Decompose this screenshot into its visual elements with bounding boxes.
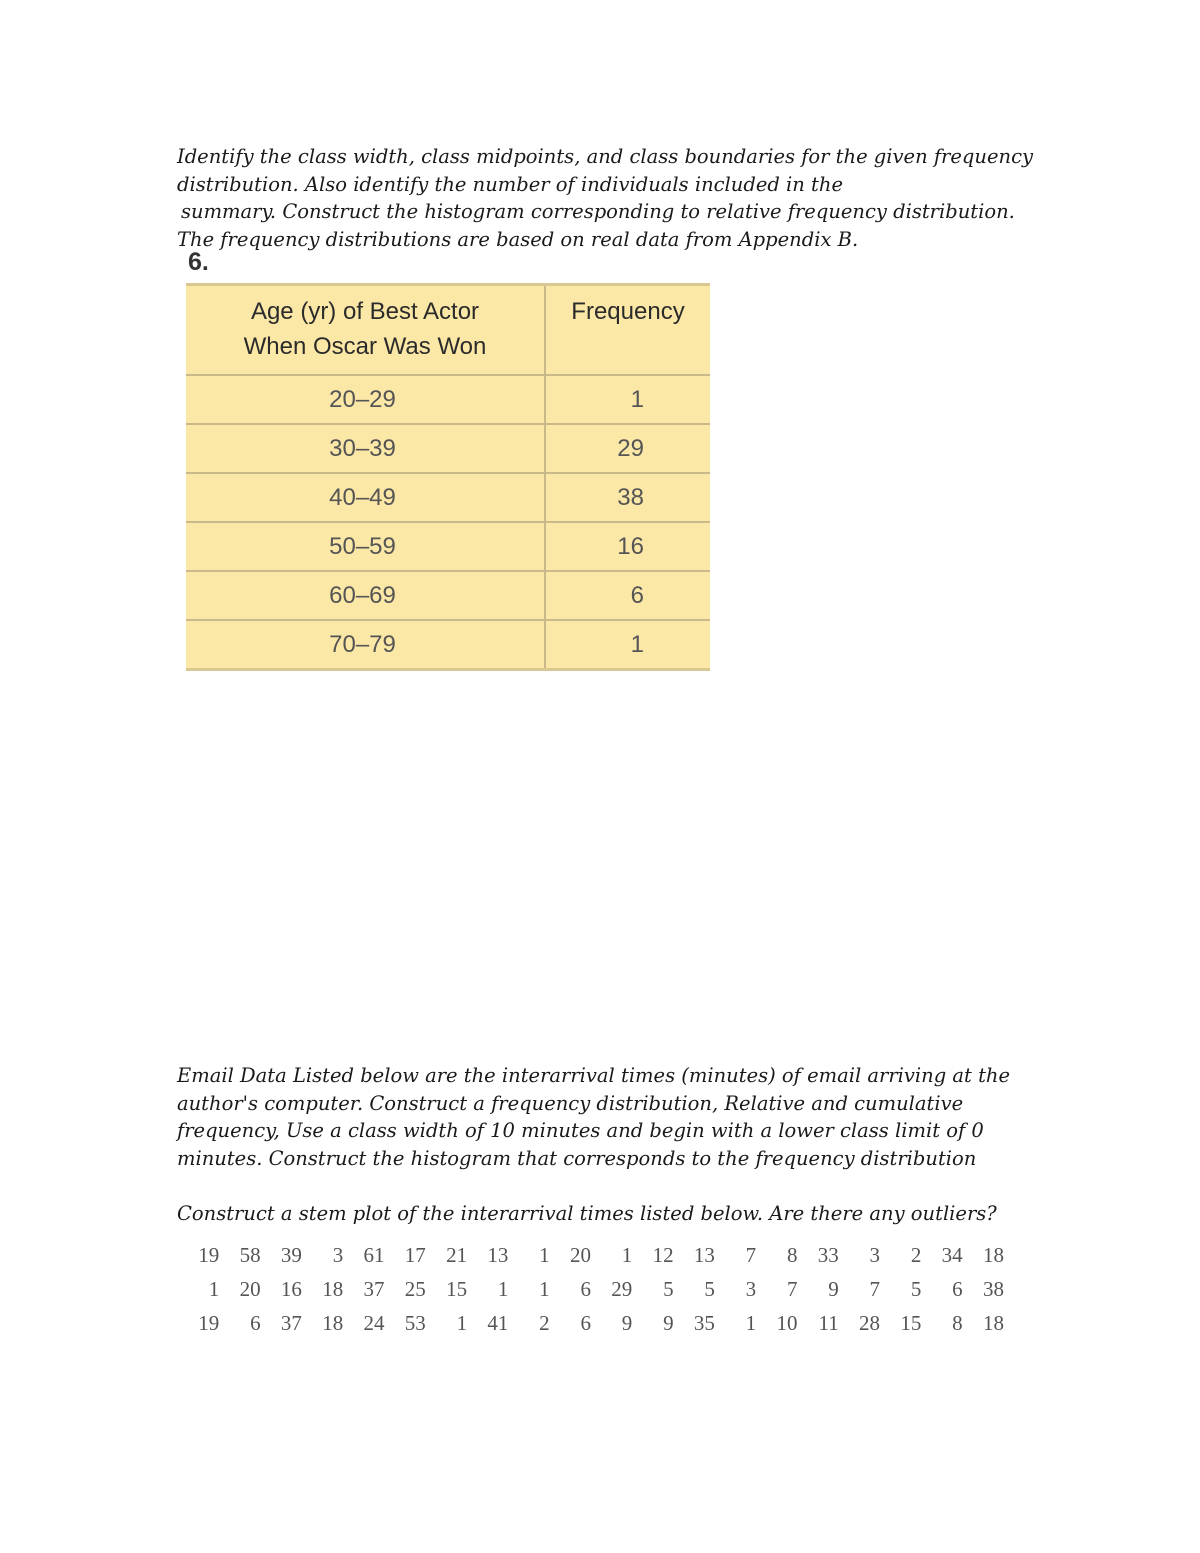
frequency-column-header: Frequency xyxy=(545,285,710,376)
data-value: 2 xyxy=(910,1243,922,1267)
data-value: 1 xyxy=(621,1243,633,1267)
data-value: 38 xyxy=(982,1277,1004,1301)
problem-number: 6. xyxy=(188,248,209,276)
data-value: 39 xyxy=(280,1243,302,1267)
data-value: 37 xyxy=(280,1311,302,1335)
stem-plot-question xyxy=(177,1200,1037,1228)
data-row xyxy=(178,1272,1008,1306)
age-class-cell: 40–49 xyxy=(186,473,545,522)
email-data-line: frequency, Use a class width of 10 minutes and begin with a lower class limit of 0 xyxy=(177,1119,984,1142)
data-value: 13 xyxy=(487,1243,509,1267)
data-value: 33 xyxy=(817,1243,839,1267)
data-value: 7 xyxy=(745,1243,757,1267)
email-data-paragraph xyxy=(177,1062,1037,1172)
data-value: 15 xyxy=(446,1277,468,1301)
data-value: 18 xyxy=(982,1311,1004,1335)
data-value: 37 xyxy=(363,1277,385,1301)
data-value: 1 xyxy=(497,1277,509,1301)
data-value: 58 xyxy=(239,1243,261,1267)
table-header-row xyxy=(186,285,710,376)
age-class-cell: 60–69 xyxy=(186,571,545,620)
data-value: 6 xyxy=(580,1311,591,1335)
data-value: 5 xyxy=(663,1277,674,1301)
stem-plot-question-text: Construct a stem plot of the interarrival times listed below. Are there any outliers? xyxy=(177,1202,997,1225)
frequency-cell: 1 xyxy=(545,375,710,424)
age-class-cell: 70–79 xyxy=(186,620,545,670)
data-value: 6 xyxy=(580,1277,591,1301)
data-value: 41 xyxy=(487,1311,509,1335)
email-data-line: minutes. Construct the histogram that corresponds to the frequency distribution xyxy=(177,1146,977,1170)
instructions-line: The frequency distributions are based on real data from Appendix B. xyxy=(177,227,859,251)
data-value: 1 xyxy=(539,1277,550,1301)
data-value: 3 xyxy=(332,1243,344,1267)
data-value: 34 xyxy=(941,1243,963,1267)
table-row xyxy=(186,424,710,473)
data-value: 2 xyxy=(539,1311,550,1335)
data-value: 53 xyxy=(404,1311,426,1335)
data-value: 25 xyxy=(404,1277,426,1301)
data-value: 28 xyxy=(859,1311,881,1335)
age-class-cell: 30–39 xyxy=(186,424,545,473)
data-value: 1 xyxy=(456,1311,468,1335)
data-value: 13 xyxy=(693,1243,715,1267)
email-data-line: Email Data Listed below are the interarrival times (minutes) of email arriving at the xyxy=(177,1064,1011,1087)
data-value: 1 xyxy=(208,1277,220,1301)
data-value: 1 xyxy=(745,1311,757,1335)
frequency-cell: 38 xyxy=(545,473,710,522)
data-value: 12 xyxy=(652,1243,674,1267)
data-value: 9 xyxy=(621,1311,633,1335)
table-row xyxy=(186,473,710,522)
data-value: 21 xyxy=(446,1243,468,1267)
data-value: 8 xyxy=(952,1311,963,1335)
data-value: 19 xyxy=(198,1311,220,1335)
data-value: 29 xyxy=(611,1277,633,1301)
age-header-line: Age (yr) of Best Actor xyxy=(250,298,480,325)
data-value: 7 xyxy=(786,1277,798,1301)
instructions-line: Identify the class width, class midpoints, and class boundaries for the given frequency xyxy=(177,145,1034,168)
instructions-line: summary. Construct the histogram corresponding to relative frequency distribution. xyxy=(181,200,1015,223)
interarrival-times-data xyxy=(178,1238,1008,1340)
data-value: 5 xyxy=(910,1277,922,1301)
data-value: 24 xyxy=(363,1311,385,1335)
data-value: 6 xyxy=(952,1277,963,1301)
data-value: 16 xyxy=(280,1277,302,1301)
frequency-cell: 29 xyxy=(545,424,710,473)
table-row xyxy=(186,522,710,571)
data-value: 61 xyxy=(363,1243,385,1267)
age-column-header xyxy=(186,285,545,376)
data-value: 18 xyxy=(322,1311,344,1335)
age-class-cell: 50–59 xyxy=(186,522,545,571)
data-value: 11 xyxy=(818,1311,839,1335)
data-value: 35 xyxy=(693,1311,715,1335)
data-value: 15 xyxy=(900,1311,922,1335)
instructions-line: distribution. Also identify the number of individuals included in the xyxy=(177,172,843,196)
data-value: 10 xyxy=(776,1311,798,1335)
frequency-cell: 16 xyxy=(545,522,710,571)
data-value: 20 xyxy=(239,1277,261,1301)
table-row xyxy=(186,620,710,670)
age-header-line: When Oscar Was Won xyxy=(243,333,487,360)
frequency-cell: 6 xyxy=(545,571,710,620)
data-row xyxy=(178,1238,1008,1272)
frequency-table xyxy=(186,283,710,671)
data-value: 3 xyxy=(869,1243,881,1267)
instructions-paragraph xyxy=(177,143,1037,253)
data-value: 6 xyxy=(250,1311,261,1335)
data-value: 20 xyxy=(569,1243,591,1267)
data-value: 17 xyxy=(404,1243,426,1267)
data-value: 5 xyxy=(704,1277,715,1301)
data-value: 7 xyxy=(869,1277,881,1301)
data-value: 18 xyxy=(982,1243,1004,1267)
table-row xyxy=(186,571,710,620)
email-data-line: author's computer. Construct a frequency distribution, Relative and cumulative xyxy=(177,1091,964,1115)
data-value: 19 xyxy=(198,1243,220,1267)
frequency-cell: 1 xyxy=(545,620,710,670)
data-value: 9 xyxy=(663,1311,674,1335)
table-row xyxy=(186,375,710,424)
data-value: 8 xyxy=(786,1243,798,1267)
data-value: 3 xyxy=(745,1277,757,1301)
data-row xyxy=(178,1306,1008,1340)
age-class-cell: 20–29 xyxy=(186,375,545,424)
data-value: 18 xyxy=(322,1277,344,1301)
data-value: 9 xyxy=(828,1277,839,1301)
data-value: 1 xyxy=(539,1243,550,1267)
